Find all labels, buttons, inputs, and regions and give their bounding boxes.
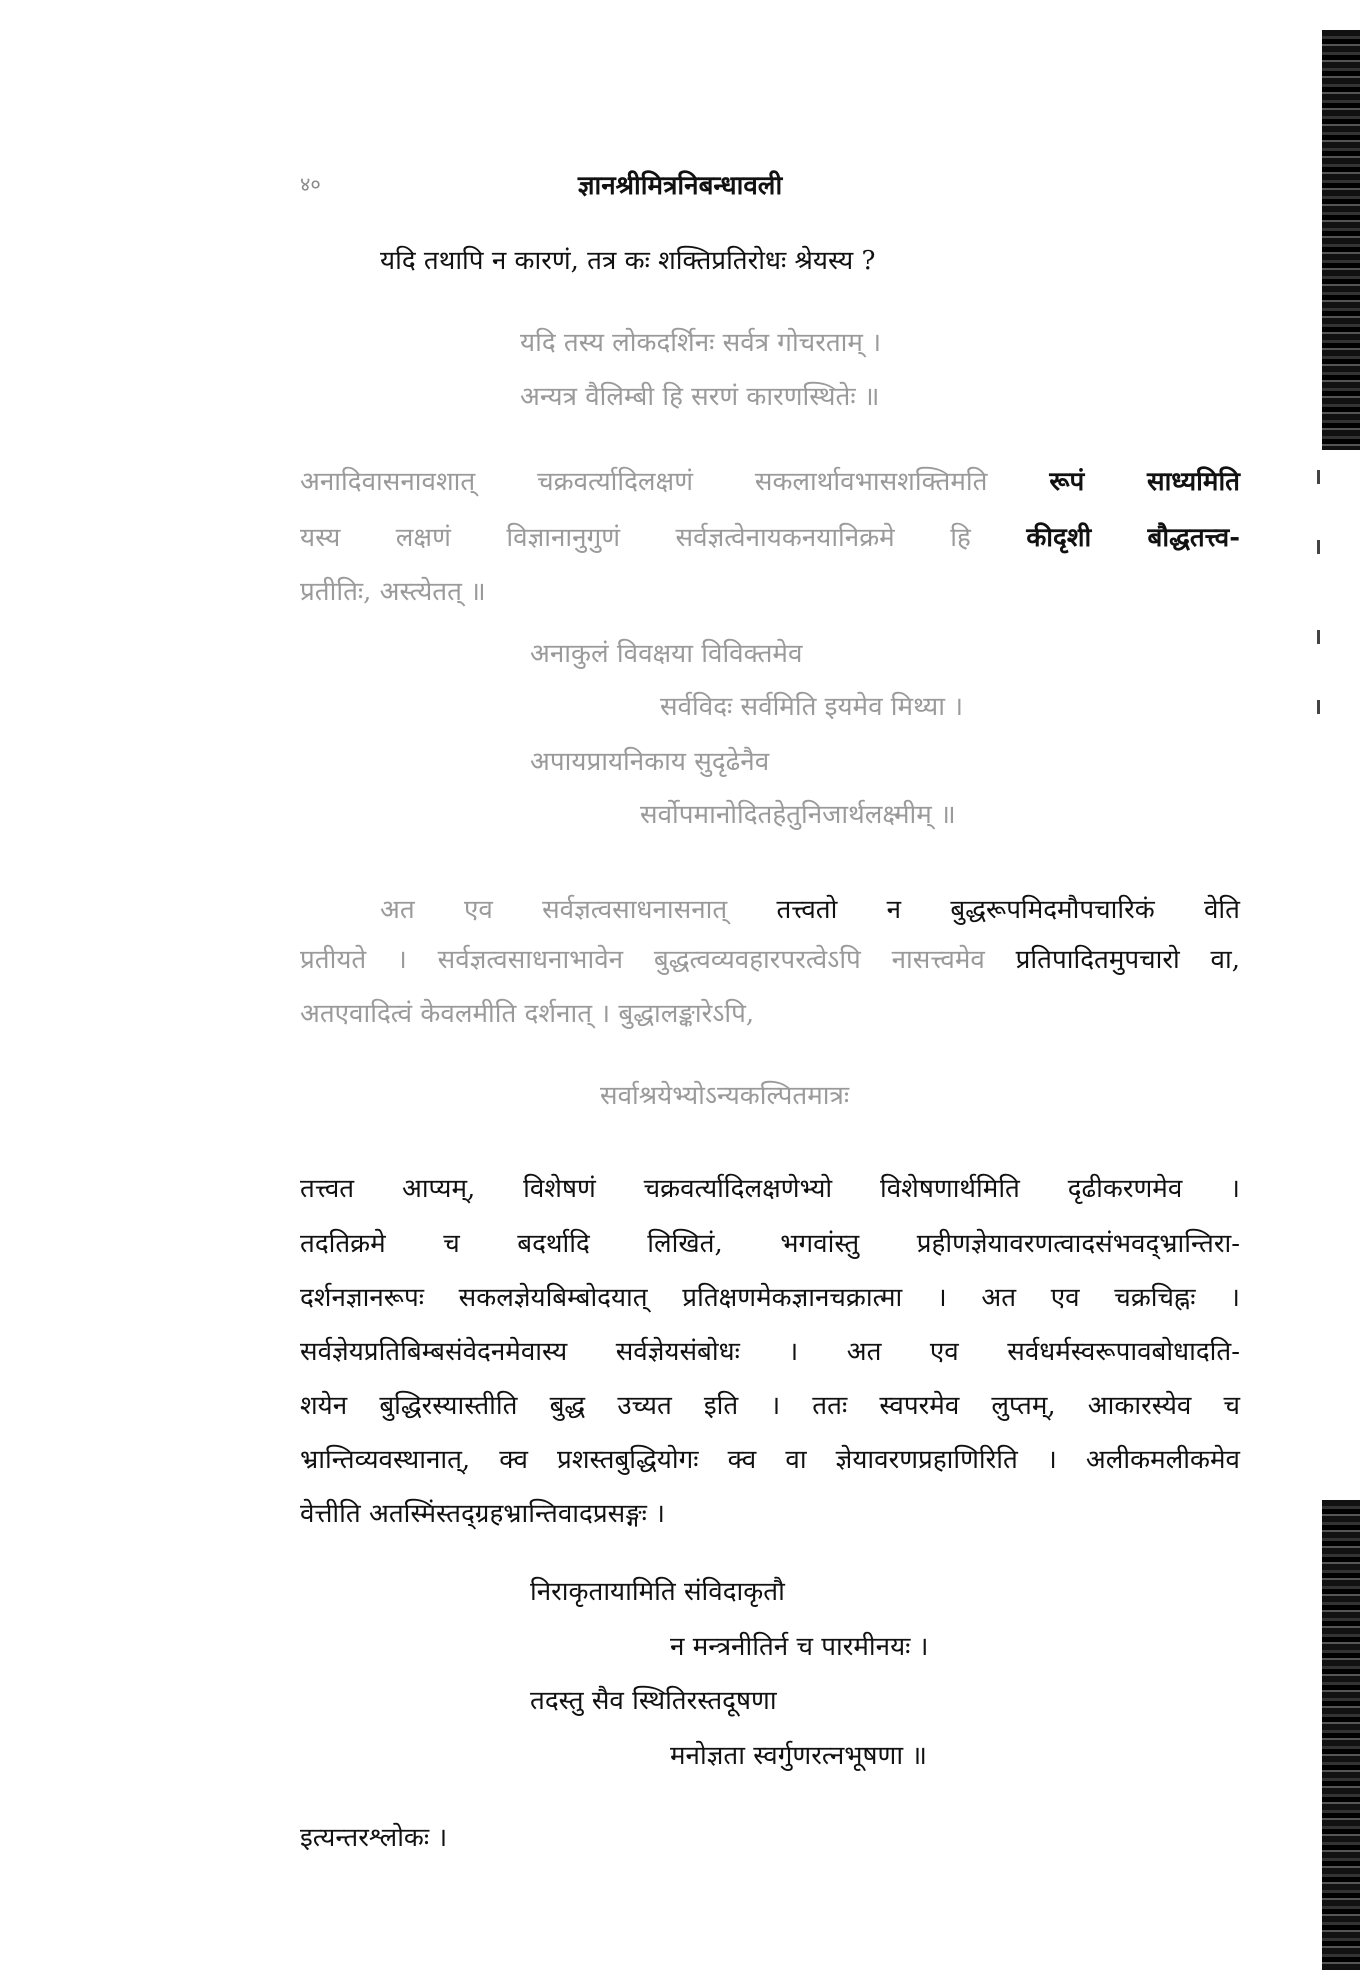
- scan-speck: [1317, 470, 1320, 484]
- verse-line: तदस्तु सैव स्थितिरस्तदूषणा: [530, 1686, 777, 1716]
- quote-line: सर्वाश्रयेभ्योऽन्यकल्पितमात्रः: [600, 1081, 850, 1111]
- page-edge-shadow-top: [1322, 30, 1360, 450]
- verse-line: मनोज्ञता स्वर्गुणरत्नभूषणा ॥: [670, 1741, 927, 1771]
- question-line: यदि तथापि न कारणं, तत्र कः शक्तिप्रतिरोधः श्रेयस्य ?: [380, 246, 876, 276]
- paragraph-line: सर्वज्ञेयप्रतिबिम्बसंवेदनमेवास्य सर्वज्ञेयसंबोधः । अत एव सर्वधर्मस्वरूपावबोधादति-: [300, 1337, 1240, 1367]
- page-edge-shadow-bottom: [1322, 1500, 1360, 1970]
- paragraph-line: अनादिवासनावशात् चक्रवर्त्यादिलक्षणं सकलार्थावभासशक्तिमति रूपं साध्यमिति: [300, 467, 1240, 497]
- verse-line: अनाकुलं विवक्षया विविक्तमेव: [530, 639, 803, 669]
- page-number: ४०: [300, 172, 321, 196]
- paragraph-line: यस्य लक्षणं विज्ञानानुगुणं सर्वज्ञत्वेनायकनयानिक्रमे हि कीदृशी बौद्धतत्त्व-: [300, 523, 1241, 553]
- paragraph-line: अत एव सर्वज्ञत्वसाधनासनात् तत्त्वतो न बुद्धरूपमिदमौपचारिकं वेति: [380, 895, 1240, 925]
- closing-line: इत्यन्तरश्लोकः ।: [300, 1823, 448, 1853]
- paragraph-line: वेत्तीति अतस्मिंस्तद्ग्रहभ्रान्तिवादप्रसङ्गः ।: [300, 1499, 666, 1529]
- paragraph-line: तदतिक्रमे च बदर्थादि लिखितं, भगवांस्तु प्रहीणज्ञेयावरणत्वादसंभवद्भ्रान्तिरा-: [300, 1229, 1240, 1259]
- verse-line: न मन्त्रनीतिर्न च पारमीनयः ।: [670, 1632, 929, 1662]
- paragraph-line: प्रतीयते । सर्वज्ञत्वसाधनाभावेन बुद्धत्वव्यवहारपरत्वेऽपि नासत्त्वमेव प्रतिपादितमुपचारो वा,: [300, 945, 1241, 975]
- running-title: ज्ञानश्रीमित्रनिबन्धावली: [577, 171, 783, 201]
- verse-line: अन्यत्र वैलिम्बी हि सरणं कारणस्थितेः ॥: [520, 382, 880, 412]
- verse-line: यदि तस्य लोकदर्शिनः सर्वत्र गोचरताम् ।: [520, 328, 882, 358]
- verse-line: अपायप्रायनिकाय सुदृढेनैव: [530, 747, 770, 777]
- scan-speck: [1317, 630, 1320, 644]
- scan-speck: [1317, 540, 1320, 554]
- verse-line: सर्वोपमानोदितहेतुनिजार्थलक्ष्मीम् ॥: [640, 800, 956, 830]
- paragraph-line: अतएवादित्वं केवलमीति दर्शनात् । बुद्धालङ्कारेऽपि,: [300, 999, 755, 1029]
- paragraph-line: भ्रान्तिव्यवस्थानात्, क्व प्रशस्तबुद्धियोगः क्व वा ज्ञेयावरणप्रहाणिरिति । अलीकमलीकमेव: [300, 1445, 1240, 1475]
- scan-speck: [1317, 700, 1320, 714]
- verse-line: सर्वविदः सर्वमिति इयमेव मिथ्या ।: [660, 692, 964, 722]
- verse-line: निराकृतायामिति संविदाकृतौ: [530, 1577, 785, 1607]
- paragraph-line: शयेन बुद्धिरस्यास्तीति बुद्ध उच्यत इति । ततः स्वपरमेव लुप्तम्, आकारस्येव च: [300, 1391, 1240, 1421]
- paragraph-line: प्रतीतिः, अस्त्येतत् ॥: [300, 577, 486, 607]
- paragraph-line: तत्त्वत आप्यम्, विशेषणं चक्रवर्त्यादिलक्षणेभ्यो विशेषणार्थमिति दृढीकरणमेव ।: [300, 1174, 1240, 1204]
- page-header: [0, 166, 1360, 206]
- paragraph-line: दर्शनज्ञानरूपः सकलज्ञेयबिम्बोदयात् प्रतिक्षणमेकज्ञानचक्रात्मा । अत एव चक्रचिह्नः ।: [300, 1283, 1240, 1313]
